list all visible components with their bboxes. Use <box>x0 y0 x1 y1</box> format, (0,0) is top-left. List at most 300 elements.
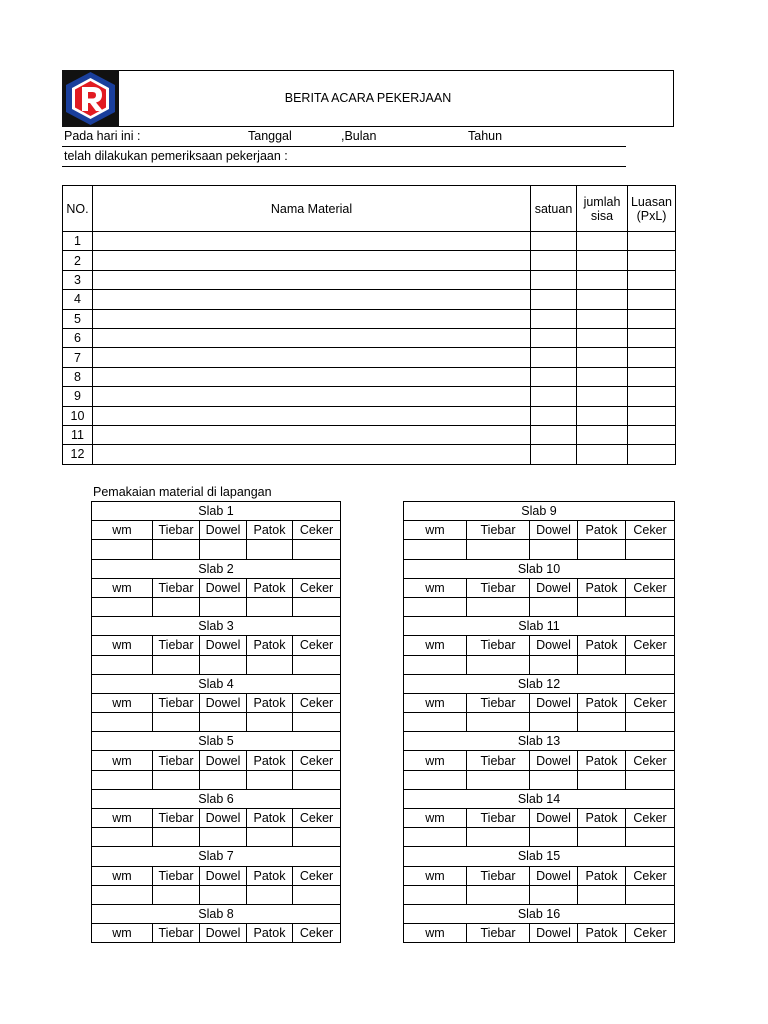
slab-column-header: wm <box>404 636 467 655</box>
slab-entry-cell <box>92 770 153 789</box>
slab-column-header: Patok <box>578 578 626 597</box>
slab-entry-cell <box>92 655 153 674</box>
slab-column-header: Ceker <box>626 751 675 770</box>
info-divider <box>62 146 626 147</box>
slab-column-header: Tiebar <box>153 809 200 828</box>
unit-cell <box>531 387 577 406</box>
slab-entry-row <box>92 540 341 559</box>
slab-column-header: Tiebar <box>467 751 530 770</box>
area-cell <box>628 387 676 406</box>
slab-entry-cell <box>247 713 293 732</box>
table-row <box>63 425 676 444</box>
slab-column-header: wm <box>92 636 153 655</box>
slab-title: Slab 4 <box>92 674 341 693</box>
slab-column-header: Patok <box>578 866 626 885</box>
slab-entry-cell <box>247 828 293 847</box>
slab-title: Slab 11 <box>404 617 675 636</box>
slab-column-header: Patok <box>578 751 626 770</box>
slab-entry-cell <box>404 597 467 616</box>
slab-title-row <box>92 904 341 923</box>
slab-column-header: Patok <box>578 924 626 943</box>
column-header-unit: satuan <box>531 186 577 232</box>
table-row <box>63 406 676 425</box>
slab-header-row <box>404 578 675 597</box>
slab-entry-cell <box>153 828 200 847</box>
slab-entry-cell <box>467 655 530 674</box>
area-cell <box>628 309 676 328</box>
slab-column-header: Tiebar <box>467 636 530 655</box>
slab-entry-cell <box>578 885 626 904</box>
material-table <box>62 185 676 465</box>
slab-header-row <box>404 693 675 712</box>
material-table-header <box>63 186 676 232</box>
slab-entry-row <box>404 828 675 847</box>
slab-entry-cell <box>200 540 247 559</box>
slab-column-header: Ceker <box>626 809 675 828</box>
slab-title-row <box>404 847 675 866</box>
slab-entry-cell <box>467 713 530 732</box>
table-row <box>63 270 676 289</box>
row-number: 7 <box>63 348 93 367</box>
slab-column-header: Ceker <box>626 578 675 597</box>
year-label: Tahun <box>468 129 503 143</box>
slab-entry-cell <box>578 713 626 732</box>
slab-column-header: Dowel <box>530 751 578 770</box>
slab-entry-cell <box>247 885 293 904</box>
slab-header-row <box>92 693 341 712</box>
slab-header-row <box>92 866 341 885</box>
slab-entry-cell <box>293 828 341 847</box>
slab-entry-row <box>92 885 341 904</box>
slab-column-header: Ceker <box>293 924 341 943</box>
slab-column-header: Tiebar <box>467 521 530 540</box>
slab-column-header: wm <box>404 521 467 540</box>
slab-entry-cell <box>578 655 626 674</box>
slab-entry-cell <box>153 713 200 732</box>
material-name-cell <box>93 367 531 386</box>
unit-cell <box>531 445 577 464</box>
table-row <box>63 232 676 251</box>
material-name-cell <box>93 328 531 347</box>
slab-column-header: Patok <box>578 521 626 540</box>
slab-column-header: Tiebar <box>153 751 200 770</box>
slab-title: Slab 15 <box>404 847 675 866</box>
area-cell <box>628 232 676 251</box>
slab-entry-cell <box>578 770 626 789</box>
slab-column-header: Tiebar <box>153 693 200 712</box>
slab-title: Slab 13 <box>404 732 675 751</box>
slab-column-header: Ceker <box>626 636 675 655</box>
slab-entry-cell <box>404 770 467 789</box>
slab-entry-row <box>404 540 675 559</box>
slab-entry-cell <box>578 828 626 847</box>
slab-entry-cell <box>578 597 626 616</box>
slab-header-row <box>404 924 675 943</box>
slab-entry-cell <box>530 828 578 847</box>
area-cell <box>628 367 676 386</box>
table-row <box>63 348 676 367</box>
slab-column-header: wm <box>404 751 467 770</box>
remaining-cell <box>577 290 628 309</box>
slab-entry-cell <box>247 540 293 559</box>
slab-entry-cell <box>626 770 675 789</box>
slab-column-header: Dowel <box>530 866 578 885</box>
material-name-cell <box>93 445 531 464</box>
slab-entry-cell <box>293 770 341 789</box>
row-number: 5 <box>63 309 93 328</box>
slab-column-header: Dowel <box>200 866 247 885</box>
slab-column-header: Patok <box>578 693 626 712</box>
slab-column-header: Tiebar <box>467 693 530 712</box>
slab-entry-row <box>92 770 341 789</box>
slab-column-header: Ceker <box>293 693 341 712</box>
slab-entry-cell <box>92 713 153 732</box>
column-header-area: Luasan (PxL) <box>628 186 676 232</box>
slab-table-right <box>403 501 675 943</box>
slab-entry-cell <box>467 540 530 559</box>
slab-entry-cell <box>153 885 200 904</box>
slab-column-header: Dowel <box>530 809 578 828</box>
unit-cell <box>531 251 577 270</box>
slab-column-header: Dowel <box>200 924 247 943</box>
slab-column-header: Tiebar <box>467 809 530 828</box>
slab-entry-cell <box>467 828 530 847</box>
slab-entry-cell <box>92 828 153 847</box>
slab-column-header: Patok <box>247 866 293 885</box>
slab-header-row <box>404 636 675 655</box>
slab-column-header: Ceker <box>626 866 675 885</box>
slab-header-row <box>92 521 341 540</box>
day-label: Pada hari ini : <box>64 129 141 143</box>
unit-cell <box>531 232 577 251</box>
document-title: BERITA ACARA PEKERJAAN <box>284 91 452 105</box>
slab-title: Slab 5 <box>92 732 341 751</box>
date-label: Tanggal <box>248 129 292 143</box>
slab-column-header: Dowel <box>530 636 578 655</box>
slab-title: Slab 2 <box>92 559 341 578</box>
slab-entry-row <box>92 597 341 616</box>
slab-entry-row <box>92 655 341 674</box>
remaining-cell <box>577 348 628 367</box>
table-row <box>63 251 676 270</box>
row-number: 6 <box>63 328 93 347</box>
slab-entry-cell <box>467 885 530 904</box>
slab-entry-cell <box>200 655 247 674</box>
slab-title-row <box>92 502 341 521</box>
slab-table-left <box>91 501 341 943</box>
slab-column-header: Ceker <box>293 809 341 828</box>
slab-column-header: Dowel <box>200 636 247 655</box>
slab-column-header: Patok <box>247 693 293 712</box>
slab-entry-cell <box>467 597 530 616</box>
slab-title: Slab 1 <box>92 502 341 521</box>
slab-column-header: wm <box>92 693 153 712</box>
remaining-cell <box>577 328 628 347</box>
slab-entry-cell <box>626 828 675 847</box>
slab-entry-cell <box>153 540 200 559</box>
slab-entry-cell <box>530 540 578 559</box>
remaining-cell <box>577 232 628 251</box>
slab-entry-cell <box>247 655 293 674</box>
info-divider <box>62 166 626 167</box>
slab-column-header: Patok <box>247 751 293 770</box>
slab-entry-cell <box>530 770 578 789</box>
slab-title: Slab 9 <box>404 502 675 521</box>
slab-title: Slab 10 <box>404 559 675 578</box>
month-label: ,Bulan <box>341 129 377 143</box>
unit-cell <box>531 406 577 425</box>
slab-header-row <box>404 521 675 540</box>
slab-entry-cell <box>530 713 578 732</box>
slab-column-header: Patok <box>578 809 626 828</box>
material-name-cell <box>93 425 531 444</box>
slab-column-header: Ceker <box>293 636 341 655</box>
slab-header-row <box>92 751 341 770</box>
slab-column-header: Patok <box>247 809 293 828</box>
slab-entry-cell <box>530 655 578 674</box>
table-row <box>63 290 676 309</box>
unit-cell <box>531 348 577 367</box>
table-row <box>63 445 676 464</box>
slab-entry-cell <box>293 540 341 559</box>
slab-entry-row <box>404 655 675 674</box>
slab-entry-cell <box>404 828 467 847</box>
slab-entry-cell <box>200 885 247 904</box>
slab-entry-cell <box>200 597 247 616</box>
slab-entry-cell <box>92 885 153 904</box>
remaining-cell <box>577 251 628 270</box>
row-number: 8 <box>63 367 93 386</box>
slab-column-header: Ceker <box>626 924 675 943</box>
slab-column-header: Ceker <box>293 578 341 597</box>
material-name-cell <box>93 251 531 270</box>
row-number: 4 <box>63 290 93 309</box>
slab-entry-cell <box>626 713 675 732</box>
material-name-cell <box>93 348 531 367</box>
slab-title-row <box>92 674 341 693</box>
table-row <box>63 367 676 386</box>
slab-entry-cell <box>404 885 467 904</box>
slab-column-header: Tiebar <box>467 578 530 597</box>
slab-entry-cell <box>404 540 467 559</box>
slab-title-row <box>404 502 675 521</box>
slab-title-row <box>404 559 675 578</box>
slab-title: Slab 8 <box>92 904 341 923</box>
slab-column-header: Ceker <box>293 521 341 540</box>
slab-entry-cell <box>467 770 530 789</box>
remaining-cell <box>577 406 628 425</box>
slab-column-header: Patok <box>247 924 293 943</box>
inspection-label: telah dilakukan pemeriksaan pekerjaan : <box>64 149 288 163</box>
slab-column-header: Patok <box>247 636 293 655</box>
slab-entry-cell <box>404 655 467 674</box>
material-name-cell <box>93 290 531 309</box>
remaining-cell <box>577 309 628 328</box>
column-header-no: NO. <box>63 186 93 232</box>
remaining-cell <box>577 387 628 406</box>
slab-column-header: Patok <box>247 578 293 597</box>
slab-header-row <box>404 751 675 770</box>
area-cell <box>628 328 676 347</box>
slab-column-header: Dowel <box>200 521 247 540</box>
slab-title-row <box>92 847 341 866</box>
slab-title: Slab 6 <box>92 789 341 808</box>
slab-entry-cell <box>626 597 675 616</box>
material-name-cell <box>93 309 531 328</box>
slab-entry-cell <box>153 655 200 674</box>
unit-cell <box>531 309 577 328</box>
slab-title-row <box>404 732 675 751</box>
slab-column-header: wm <box>404 866 467 885</box>
table-row <box>63 387 676 406</box>
slab-entry-cell <box>153 770 200 789</box>
row-number: 3 <box>63 270 93 289</box>
slab-header-row <box>404 809 675 828</box>
slab-entry-cell <box>200 713 247 732</box>
slab-title-row <box>92 617 341 636</box>
slab-title-row <box>404 789 675 808</box>
material-name-cell <box>93 270 531 289</box>
table-row <box>63 328 676 347</box>
table-row <box>63 309 676 328</box>
area-cell <box>628 425 676 444</box>
material-name-cell <box>93 406 531 425</box>
unit-cell <box>531 328 577 347</box>
slab-column-header: Dowel <box>530 578 578 597</box>
slab-entry-row <box>92 713 341 732</box>
field-usage-title: Pemakaian material di lapangan <box>93 485 272 499</box>
unit-cell <box>531 425 577 444</box>
slab-entry-cell <box>404 713 467 732</box>
slab-title: Slab 7 <box>92 847 341 866</box>
area-cell <box>628 348 676 367</box>
slab-title: Slab 12 <box>404 674 675 693</box>
row-number: 12 <box>63 445 93 464</box>
slab-column-header: wm <box>404 693 467 712</box>
remaining-cell <box>577 270 628 289</box>
slab-column-header: Dowel <box>530 521 578 540</box>
material-name-cell <box>93 387 531 406</box>
slab-column-header: wm <box>404 578 467 597</box>
remaining-cell <box>577 425 628 444</box>
slab-header-row <box>404 866 675 885</box>
slab-column-header: Tiebar <box>153 521 200 540</box>
slab-column-header: Tiebar <box>153 924 200 943</box>
slab-entry-cell <box>200 770 247 789</box>
slab-entry-cell <box>153 597 200 616</box>
slab-entry-row <box>92 828 341 847</box>
slab-column-header: wm <box>404 924 467 943</box>
row-number: 10 <box>63 406 93 425</box>
slab-column-header: Tiebar <box>153 636 200 655</box>
slab-entry-cell <box>626 655 675 674</box>
slab-column-header: Ceker <box>293 751 341 770</box>
row-number: 1 <box>63 232 93 251</box>
slab-column-header: wm <box>404 809 467 828</box>
slab-entry-cell <box>247 597 293 616</box>
slab-column-header: Ceker <box>626 693 675 712</box>
column-header-material-name: Nama Material <box>93 186 531 232</box>
slab-entry-row <box>404 770 675 789</box>
slab-entry-cell <box>530 885 578 904</box>
slab-title-row <box>92 732 341 751</box>
slab-entry-row <box>404 885 675 904</box>
slab-entry-cell <box>626 885 675 904</box>
slab-entry-cell <box>293 885 341 904</box>
slab-entry-cell <box>200 828 247 847</box>
slab-column-header: wm <box>92 809 153 828</box>
slab-column-header: Tiebar <box>467 924 530 943</box>
area-cell <box>628 445 676 464</box>
slab-column-header: Dowel <box>200 693 247 712</box>
unit-cell <box>531 270 577 289</box>
remaining-cell <box>577 445 628 464</box>
slab-header-row <box>92 578 341 597</box>
slab-title-row <box>404 617 675 636</box>
slab-title: Slab 14 <box>404 789 675 808</box>
slab-header-row <box>92 636 341 655</box>
slab-title: Slab 3 <box>92 617 341 636</box>
slab-column-header: Patok <box>578 636 626 655</box>
slab-column-header: Dowel <box>200 751 247 770</box>
area-cell <box>628 406 676 425</box>
slab-column-header: wm <box>92 521 153 540</box>
slab-column-header: Dowel <box>530 924 578 943</box>
slab-column-header: Tiebar <box>153 866 200 885</box>
slab-header-row <box>92 809 341 828</box>
slab-title-row <box>404 674 675 693</box>
slab-column-header: Dowel <box>200 809 247 828</box>
material-name-cell <box>93 232 531 251</box>
slab-column-header: Ceker <box>626 521 675 540</box>
remaining-cell <box>577 367 628 386</box>
slab-entry-row <box>404 713 675 732</box>
slab-column-header: Tiebar <box>467 866 530 885</box>
slab-entry-cell <box>626 540 675 559</box>
slab-title-row <box>92 559 341 578</box>
slab-column-header: wm <box>92 924 153 943</box>
slab-entry-cell <box>293 655 341 674</box>
slab-entry-cell <box>530 597 578 616</box>
area-cell <box>628 290 676 309</box>
slab-entry-cell <box>578 540 626 559</box>
column-header-remaining: jumlah sisa <box>577 186 628 232</box>
slab-title-row <box>404 904 675 923</box>
area-cell <box>628 270 676 289</box>
slab-column-header: wm <box>92 866 153 885</box>
slab-column-header: Dowel <box>200 578 247 597</box>
slab-column-header: Ceker <box>293 866 341 885</box>
slab-column-header: Tiebar <box>153 578 200 597</box>
row-number: 11 <box>63 425 93 444</box>
slab-header-row <box>92 924 341 943</box>
slab-column-header: Dowel <box>530 693 578 712</box>
slab-entry-cell <box>293 713 341 732</box>
slab-column-header: wm <box>92 751 153 770</box>
slab-entry-cell <box>247 770 293 789</box>
slab-entry-cell <box>92 597 153 616</box>
unit-cell <box>531 290 577 309</box>
slab-title: Slab 16 <box>404 904 675 923</box>
slab-title-row <box>92 789 341 808</box>
row-number: 9 <box>63 387 93 406</box>
unit-cell <box>531 367 577 386</box>
slab-column-header: wm <box>92 578 153 597</box>
slab-entry-cell <box>92 540 153 559</box>
area-cell <box>628 251 676 270</box>
slab-entry-cell <box>293 597 341 616</box>
row-number: 2 <box>63 251 93 270</box>
